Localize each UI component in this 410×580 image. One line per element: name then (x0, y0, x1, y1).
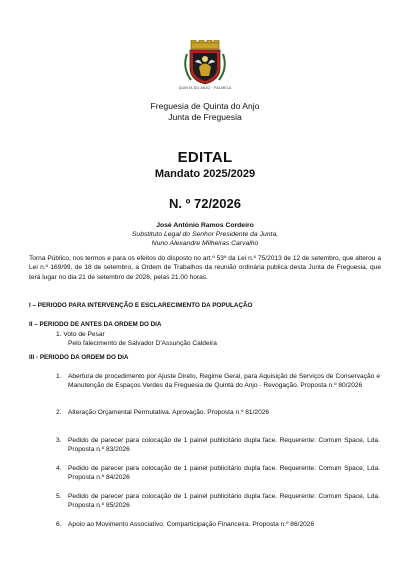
section-heading-1: I – PERIODO PARA INTERVENÇÃO E ESCLARECIMENTO DA POPULAÇÃO (29, 302, 253, 309)
agenda-item (56, 492, 380, 511)
agenda-item-number: 4. (56, 465, 62, 472)
signer-role: Substituto Legal do Senhor Presidente da Junta, (131, 231, 279, 238)
agenda-item-text: Pedido de parecer para colocação de 1 painel publicitário dupla face. Requerente: Comum Space, Lda. Proposta n.º 83/2026 (68, 437, 380, 454)
agenda-item-text: Alteração Orçamental Permutativa. Aprovação. Proposta n.º 81/2026 (68, 409, 270, 416)
agenda-item (56, 436, 380, 455)
crest-motto: QUINTA DO ANJO · PALMELA (178, 86, 232, 90)
agenda-item (56, 372, 380, 391)
agenda-item (56, 464, 380, 483)
agenda-item-number: 1. (56, 373, 62, 380)
agenda-item-text: Abertura de procedimento por Ajuste Direto, Regime Geral, para Aquisição de Serviços de Conservação e Manutenção de Espaços Verdes da Freguesia de Quinta do Anjo - Revogação. Proposta n.º 80/2026 (68, 373, 380, 390)
agenda-item-number: 3. (56, 437, 62, 444)
document-title: EDITAL (177, 149, 233, 166)
section-heading-2: II – PERIODO DE ANTES DA ORDEM DO DIA (29, 321, 162, 328)
section-heading-3: III - PERIODO DA ORDEM DO DIA (29, 354, 129, 361)
voto-de-pesar-item: 1. Voto de Pesar (56, 331, 105, 338)
agenda-item (56, 520, 380, 529)
agenda-item-text: Apoio ao Movimento Associativo. Comparticipação Financeira. Proposta n.º 86/2026 (68, 521, 315, 528)
voto-de-pesar-detail: Pelo falecimento de Salvador D'Assunção Caldeira (68, 340, 217, 347)
edital-number: N. º 72/2026 (169, 196, 241, 211)
org-name: Freguesia de Quinta do Anjo (150, 101, 260, 111)
agenda-item-number: 6. (56, 521, 62, 528)
intro-paragraph: Torna Público, nos termos e para os efeitos do disposto no art.º 53º da Lei n.º 75/2013 de 12 de setembro, que alterou a Lei n.º 169/99, de 18 de setembro, a Ordem de Trabalhos da reunião ordinária publica desta Junta de Freguesia, que terá lugar no dia 21 de setembro de 2026, pelas 21.00 horas. (29, 255, 381, 281)
mandate-label: Mandato 2025/2029 (154, 168, 256, 180)
agenda-item-number: 5. (56, 493, 62, 500)
agenda-item (56, 408, 380, 417)
agenda-item-text: Pedido de parecer para colocação de 1 painel publicitário dupla face. Requerente: Comum Space, Lda. Proposta n.º 85/2026 (68, 493, 380, 510)
org-subtitle: Junta de Freguesia (168, 112, 242, 122)
signer-name: José António Ramos Cordeiro (156, 222, 254, 229)
agenda-item-text: Pedido de parecer para colocação de 1 painel publicitário dupla face. Requerente: Comum Space, Lda. Proposta n.º 84/2026 (68, 465, 380, 482)
signer-role-2: Nuno Alexandre Milheiras Carvalho (151, 240, 259, 247)
agenda-item-number: 2. (56, 409, 62, 416)
